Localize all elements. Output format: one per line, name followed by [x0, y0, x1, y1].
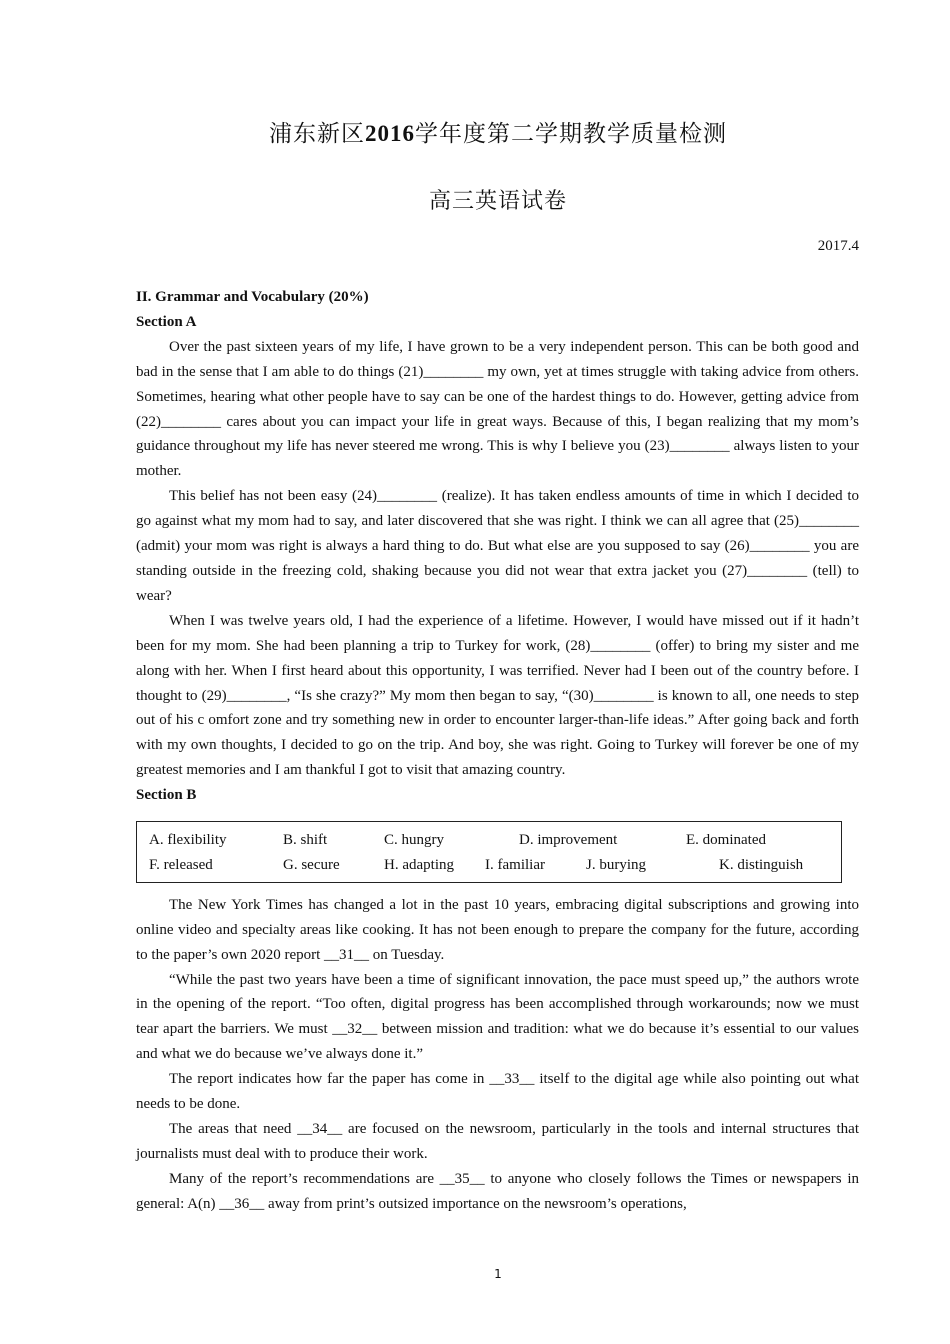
- word-bank-row: [149, 828, 829, 853]
- word-option: E. dominated: [686, 832, 766, 849]
- word-option: J. burying: [586, 856, 646, 873]
- word-option: K. distinguish: [719, 856, 804, 873]
- word-option: A. flexibility: [149, 832, 227, 849]
- page-subtitle: 高三英语试卷: [428, 188, 567, 213]
- page-title: [0, 115, 950, 148]
- section-b-paragraph: “While the past two years have been a time of significant innovation, the pace must speed up,” the authors wrote in the opening of the report. “Too often, digital progress has been accomplished through workarounds; now we must tear apart the barriers. We must __32__ between mission and tradition: what we do because it’s essential to our values and what we do because we’ve always done it.”: [136, 971, 859, 1063]
- section-b-paragraph: Many of the report’s recommendations are __35__ to anyone who closely follows the Times or newspapers in general: A(n) __36__ away from print’s outsized importance on the newsroom’s operations,: [136, 1170, 859, 1212]
- title-prefix: 浦东新区: [269, 121, 365, 146]
- word-option: D. improvement: [519, 832, 618, 849]
- section-heading: II. Grammar and Vocabulary (20%): [136, 289, 369, 305]
- section-b-paragraph: The New York Times has changed a lot in the past 10 years, embracing digital subscriptions and growing into online video and specialty areas like cooking. It has not been enough to prepare the company for the future, according to the paper’s own 2020 report __31__ on Tuesday.: [136, 896, 859, 963]
- section-a-heading: Section A: [136, 313, 197, 330]
- section-a-paragraph: This belief has not been easy (24)________ (realize). It has taken endless amounts of time in which I decided to go against what my mom had to say, and later discovered that she was right. I think we can all agree that (25)________ (admit) your mom was right is always a hard thing to do. But what else are you supposed to say (26)________ you are standing outside in the freezing cold, shaking because you did not wear that extra jacket you (27)________ (tell) to wear?: [136, 488, 859, 604]
- word-option: I. familiar: [485, 856, 545, 873]
- title-year: 2016: [365, 121, 415, 146]
- page-number: 1: [494, 1267, 502, 1281]
- section-b-paragraph: The areas that need __34__ are focused on the newsroom, particularly in the tools and internal structures that journalists must deal with to produce their work.: [136, 1121, 859, 1162]
- title-suffix: 学年度第二学期教学质量检测: [415, 121, 727, 146]
- section-a-paragraph: When I was twelve years old, I had the experience of a lifetime. However, I would have missed out if it hadn’t been for my mom. She had been planning a trip to Turkey for work, (28)________ (offer) to bring my sister and me along with her. When I first heard about this opportunity, I was terrified. Never had I been out of the country before. I thought to (29)________, “Is she crazy?” My mom then began to say, “(30)________ is known to all, one needs to step out of his c omfort zone and try something new in order to encounter larger-than-life ideas.” After going back and forth with my own thoughts, I decided to go on the trip. And boy, she was right. Going to Turkey will forever be one of my greatest memories and I am thankful I got to visit that amazing country.: [136, 612, 859, 779]
- word-option: F. released: [149, 856, 213, 873]
- word-option: C. hungry: [384, 832, 444, 849]
- exam-content: [136, 285, 859, 1217]
- word-option: H. adapting: [384, 856, 454, 873]
- word-option: G. secure: [283, 856, 340, 873]
- section-b-paragraph: The report indicates how far the paper has come in __33__ itself to the digital age while also pointing out what needs to be done.: [136, 1071, 859, 1113]
- section-a-paragraph: Over the past sixteen years of my life, I have grown to be a very independent person. This can be both good and bad in the sense that I am able to do things (21)________ my own, yet at times struggle with taking advice from others. Sometimes, hearing what other people have to say can be one of the hardest things to do. However, getting advice from (22)________ cares about you can impact your life in great ways. Because of this, I began realizing that my mom’s guidance throughout my life has never steered me wrong. This is why I believe you (23)________ always listen to your mother.: [136, 338, 859, 480]
- exam-date: 2017.4: [817, 238, 859, 254]
- word-bank-row: [149, 853, 829, 878]
- word-option: B. shift: [283, 832, 328, 849]
- section-b-heading: Section B: [136, 787, 197, 804]
- word-bank-box: [136, 821, 842, 883]
